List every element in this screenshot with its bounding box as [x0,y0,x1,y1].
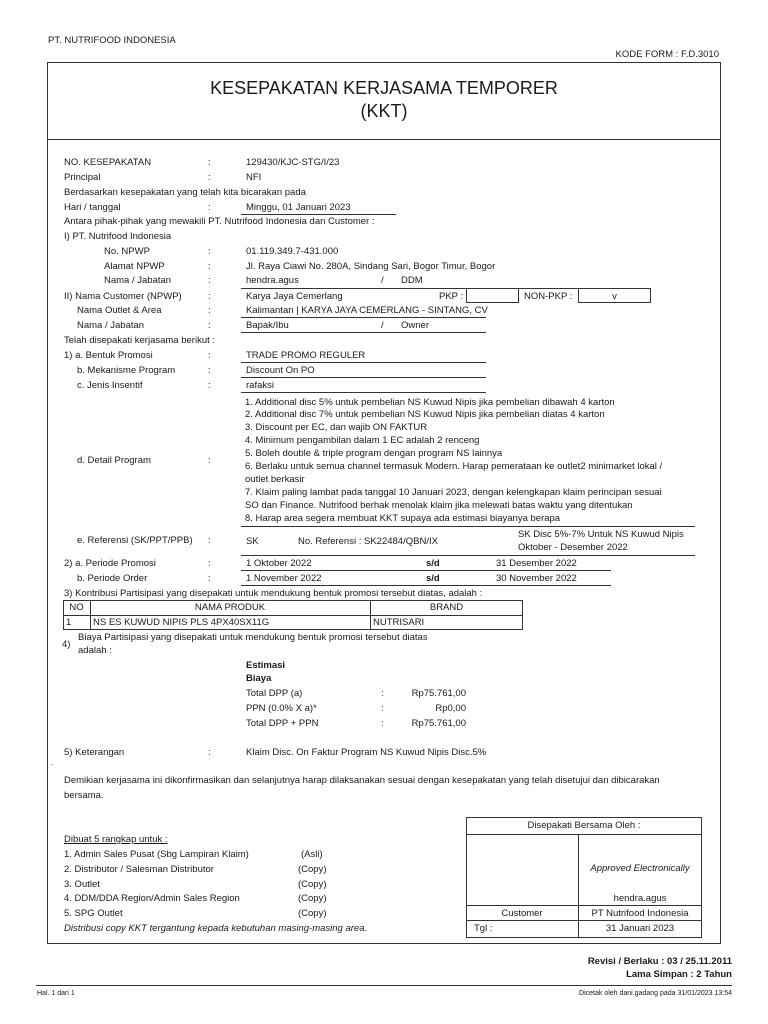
sig-divider [466,834,702,835]
detail-line: 5. Boleh double & triple program dengan program NS lainnya [245,448,503,459]
table-cell-brand: NUTRISARI [373,617,425,628]
colon: : [208,202,211,213]
colon: : [381,688,384,699]
nonpkp-label: NON-PKP : [524,291,573,302]
colon: : [208,157,211,168]
npwp-label: No. NPWP [104,246,150,257]
detail-label: d. Detail Program [77,455,151,466]
copy-item: 5. SPG Outlet [64,908,123,919]
customer-label: Customer [501,908,543,919]
based-on-text: Berdasarkan kesepakatan yang telah kita bicarakan pada [64,187,306,198]
periode-promosi-to: 31 Desember 2022 [496,558,577,569]
colon: : [208,275,211,286]
col-header-no: NO [69,602,84,613]
detail-line: 8. Harap area segera membuat KKT supaya ada estimasi biayanya berapa [245,513,561,524]
copy-item: 2. Distributor / Salesman Distributor [64,864,214,875]
program-intro: Telah disepakati kerjasama berikut : [64,335,216,346]
party1-label: I) PT. Nutrifood Indonesia [64,231,172,242]
table-cell-produk: NS ES KUWUD NIPIS PLS 4PX40SX11G [93,617,270,628]
periode-promosi-from: 1 Oktober 2022 [246,558,312,569]
alamat-value: Jl. Raya Ciawi No. 280A, Sindang Sari, Bogor Timur, Bogor [246,261,496,272]
detail-line: 4. Minimum pengambilan dalam 1 EC adalah 2 renceng [245,435,480,446]
doc-title: KESEPAKATAN KERJASAMA TEMPORER [210,78,558,98]
slash: / [381,275,384,286]
dpp-value: Rp75.761,00 [411,688,466,699]
order-underline [241,585,611,586]
outlet-underline [241,317,486,318]
copy-item: 3. Outlet [64,879,100,890]
dpp-label: Total DPP (a) [246,688,303,699]
mekanisme-underline [241,377,486,378]
insentif-value: rafaksi [246,380,274,391]
mekanisme-value: Discount On PO [246,365,315,376]
tgl-label: Tgl : [474,923,493,934]
nama2-underline [241,332,486,333]
stray-dot: . [51,758,54,767]
colon: : [208,535,211,546]
biaya-label-2: adalah : [78,645,112,656]
periode-promosi-label: 2) a. Periode Promosi [64,558,156,569]
total-label: Total DPP + PPN [246,718,319,729]
colon: : [208,320,211,331]
antara-text: Antara pihak-pihak yang mewakili PT. Nutrifood Indonesia dan Customer : [64,216,375,227]
npwp-value: 01.119.349.7-431.000 [246,246,339,257]
estimasi-label-2: Biaya [246,673,272,684]
nama2-label: Nama / Jabatan [77,320,145,331]
estimasi-label: Estimasi [246,660,286,671]
promosi-underline [241,570,611,571]
no-kesepakatan-value: 129430/KJC-STG/I/23 [246,157,340,168]
bentuk-underline [241,362,486,363]
table-cell-no: 1 [66,617,72,628]
hari-value: Minggu, 01 Januari 2023 [246,202,351,213]
total-value: Rp75.761,00 [411,718,466,729]
pkp-box [466,288,519,303]
colon: : [208,261,211,272]
copy-type: (Copy) [298,893,327,904]
periode-order-label: b. Periode Order [77,573,148,584]
referensi-note1: SK Disc 5%-7% Untuk NS Kuwud Nipis [518,529,684,540]
kontribusi-label: 3) Kontribusi Partisipasi yang disepakati untuk mendukung bentuk promosi tersebut diatas, adalah : [64,588,483,599]
signer-name: hendra.agus [613,893,667,904]
referensi-note2: Oktober - Desember 2022 [518,542,628,553]
keterangan-label: 5) Keterangan [64,747,125,758]
referensi-value: SK [246,536,259,547]
slash: / [381,320,384,331]
colon: : [208,558,211,569]
pkp-label: PKP : [439,291,464,302]
copies-note: Distribusi copy KKT tergantung kepada kebutuhan masing-masing area. [64,923,368,934]
lama-simpan: Lama Simpan : 2 Tahun [626,969,732,980]
detail-line: 7. Klaim paling lambat pada tanggal 10 Januari 2023, dengan kelengkapan klaim perincipan sesuai [245,487,662,498]
no-kesepakatan-label: NO. KESEPAKATAN [64,157,152,168]
sig-divider [466,905,702,906]
revisi: Revisi / Berlaku : 03 / 25.11.2011 [587,956,732,967]
detail-line: SO dan Finance. Nutrifood berhak menolak klaim jika melewati batas waktu yang ditentukan [245,500,633,511]
colon: : [208,380,211,391]
approved-electronically: Approved Electronically [590,863,690,874]
copy-type: (Copy) [298,908,327,919]
detail-line: outlet berkasir [245,474,305,485]
colon: : [381,703,384,714]
footer-line [36,985,732,986]
col-header-brand: BRAND [429,602,464,613]
referensi-label: e. Referensi (SK/PPT/PPB) [77,535,193,546]
company-label: PT Nutrifood Indonesia [591,908,689,919]
colon: : [208,455,211,466]
sig-divider [466,920,702,921]
detail-line: 2. Additional disc 7% untuk pembelian NS Kuwud Nipis jika pembelian diatas 4 karton [245,409,605,420]
nama-value: hendra.agus [246,275,299,286]
colon: : [208,747,211,758]
detail-line: 6. Berlaku untuk semua channel termasuk Modern. Harap pemerataan ke outlet2 minimarket lokal / [245,461,663,472]
insentif-underline [241,392,486,393]
ppn-label: PPN (0.0% X a)* [246,703,317,714]
mekanisme-label: b. Mekanisme Program [77,365,176,376]
outlet-label: Nama Outlet & Area [77,305,162,316]
biaya-label-1: Biaya Partisipasi yang disepakati untuk mendukung bentuk promosi tersebut diatas [78,632,428,643]
sig-title: Disepakati Bersama Oleh : [527,820,641,831]
bentuk-value: TRADE PROMO REGULER [246,350,366,361]
jabatan-value: DDM [401,275,423,286]
nama-jabatan-label: Nama / Jabatan [104,275,172,286]
nama2-value: Bapak/Ibu [246,320,289,331]
referensi-underline [241,555,695,556]
col-header-produk: NAMA PRODUK [194,602,266,613]
ppn-value: Rp0,00 [435,703,466,714]
periode-order-to: 30 November 2022 [496,573,577,584]
copy-type: (Copy) [298,879,327,890]
colon: : [208,365,211,376]
party2-label: II) Nama Customer (NPWP) [64,291,182,302]
hari-label: Hari / tanggal [64,202,121,213]
hari-underline [241,214,396,215]
detail-line: 3. Discount per EC, dan wajib ON FAKTUR [245,422,428,433]
copies-title: Dibuat 5 rangkap untuk : [64,834,168,845]
colon: : [208,172,211,183]
doc-subtitle: (KKT) [360,101,408,121]
colon: : [208,350,211,361]
outlet-value: Kalimantan | KARYA JAYA CEMERLANG - SINTANG, CV [246,305,488,316]
product-table-divider [63,615,523,616]
periode-order-from: 1 November 2022 [246,573,322,584]
copy-item: 4. DDM/DDA Region/Admin Sales Region [64,893,240,904]
jabatan2-value: Owner [401,320,429,331]
biaya-num: 4) [62,639,71,650]
closing-line-1: Demikian kerjasama ini dikonfirmasikan dan selanjutnya harap dilaksanakan sesuai dengan kesepakatan yang telah disetujui dan dibicarakan [64,775,660,786]
company-name: PT. NUTRIFOOD INDONESIA [48,35,176,46]
colon: : [208,573,211,584]
copy-item: 1. Admin Sales Pusat (Sbg Lampiran Klaim) [64,849,249,860]
referensi-no: No. Referensi : SK22484/QBN/IX [298,536,438,547]
sd-label: s/d [426,573,440,584]
copy-type: (Copy) [298,864,327,875]
detail-line: 1. Additional disc 5% untuk pembelian NS Kuwud Nipis jika pembelian dibawah 4 karton [245,397,615,408]
nonpkp-check: v [612,291,617,302]
customer-value: Karya Jaya Cemerlang [246,291,343,302]
form-code: KODE FORM : F.D.3010 [615,49,719,60]
colon: : [208,305,211,316]
colon: : [208,291,211,302]
keterangan-value: Klaim Disc. On Faktur Program NS Kuwud Nipis Disc.5% [246,747,487,758]
colon: : [381,718,384,729]
page-number: Hal. 1 dari 1 [37,990,75,997]
colon: : [208,246,211,257]
alamat-label: Alamat NPWP [104,261,165,272]
sd-label: s/d [426,558,440,569]
detail-underline [241,526,695,527]
principal-label: Principal [64,172,101,183]
closing-line-2: bersama. [64,790,104,801]
sign-date: 31 Januari 2023 [605,923,675,934]
bentuk-label: 1) a. Bentuk Promosi [64,350,153,361]
insentif-label: c. Jenis Insentif [77,380,143,391]
copy-type: (Asli) [301,849,323,860]
principal-value: NFI [246,172,262,183]
printed-by: Dicetak oleh dani.gadang pada 31/01/2023 13:54 [579,990,732,997]
